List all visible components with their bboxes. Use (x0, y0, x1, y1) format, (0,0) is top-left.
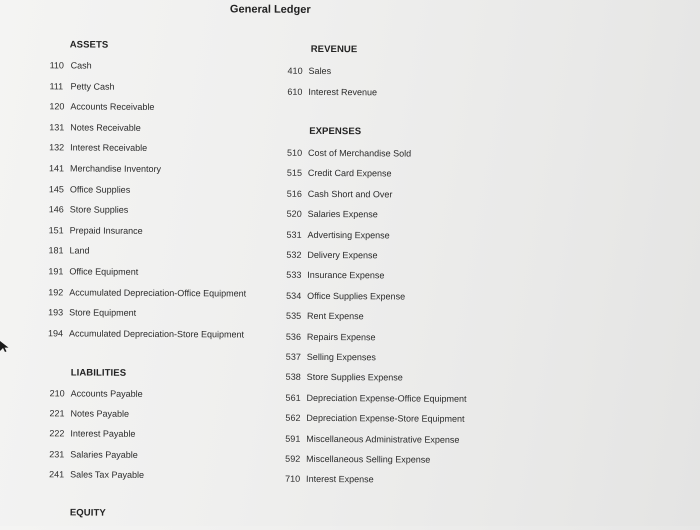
account-name: Interest Payable (70, 428, 136, 440)
account-number: 535 (286, 310, 302, 322)
account-name: Office Supplies Expense (307, 290, 406, 302)
account-name: Store Supplies Expense (306, 372, 403, 383)
account-number: 592 (285, 453, 301, 464)
account-name: Insurance Expense (307, 270, 385, 281)
account-name: Store Equipment (69, 307, 137, 319)
account-row (49, 469, 144, 480)
account-number: 591 (285, 433, 301, 444)
account-name: Accounts Payable (70, 388, 143, 399)
account-row (287, 148, 411, 159)
account-row (288, 66, 332, 76)
equity-heading: EQUITY (69, 507, 106, 519)
account-number: 510 (287, 147, 303, 158)
account-number: 610 (287, 86, 303, 97)
account-number: 145 (48, 183, 64, 194)
account-name: Prepaid Insurance (69, 225, 143, 236)
account-number: 533 (286, 270, 302, 281)
account-number: 221 (49, 408, 65, 419)
account-number: 536 (285, 331, 302, 342)
account-name: Interest Receivable (70, 142, 148, 154)
account-number: 410 (287, 65, 303, 76)
account-row (49, 122, 141, 133)
account-name: Interest Expense (306, 474, 374, 485)
account-row (48, 328, 244, 339)
assets-heading: ASSETS (69, 39, 109, 51)
account-row (285, 433, 459, 444)
account-name: Salaries Payable (70, 449, 138, 460)
account-row (287, 209, 378, 220)
account-name: Interest Revenue (308, 86, 378, 98)
account-row (285, 454, 430, 465)
account-number: 120 (49, 101, 65, 112)
account-name: Accumulated Depreciation-Store Equipment (68, 328, 245, 340)
account-row (49, 408, 129, 418)
account-row (285, 413, 464, 424)
account-name: Land (69, 245, 90, 256)
account-row (49, 184, 130, 194)
account-name: Office Supplies (69, 184, 131, 195)
account-name: Accumulated Depreciation-Office Equipment (69, 287, 247, 299)
account-name: Office Equipment (69, 266, 139, 277)
account-row (286, 393, 467, 404)
account-number: 561 (285, 392, 301, 403)
account-name: Cash (70, 60, 92, 71)
account-number: 132 (49, 142, 65, 153)
expenses-heading: EXPENSES (309, 125, 362, 138)
account-row (50, 388, 143, 399)
page-title: General Ledger (229, 3, 311, 16)
account-number: 110 (49, 60, 64, 71)
mouse-pointer-icon (0, 341, 10, 353)
account-name: Miscellaneous Administrative Expense (306, 433, 460, 445)
account-number: 194 (47, 328, 64, 339)
account-row (285, 474, 374, 485)
account-row (286, 270, 384, 281)
account-number: 192 (48, 286, 64, 297)
account-number: 538 (285, 372, 301, 383)
account-number: 146 (48, 204, 64, 215)
account-name: Depreciation Expense-Office Equipment (306, 392, 467, 404)
account-name: Merchandise Inventory (69, 163, 162, 174)
account-name: Accounts Receivable (70, 101, 155, 113)
account-name: Repairs Expense (306, 331, 376, 342)
liabilities-heading: LIABILITIES (70, 367, 127, 379)
account-name: Sales (308, 65, 332, 77)
account-row (49, 101, 154, 112)
account-row (50, 60, 92, 70)
account-name: Cash Short and Over (307, 188, 393, 200)
account-number: 193 (48, 307, 64, 318)
account-number: 710 (285, 474, 301, 485)
account-row (287, 229, 390, 240)
account-number: 534 (286, 290, 302, 301)
account-number: 210 (49, 388, 65, 399)
account-number: 151 (48, 225, 64, 236)
account-row (286, 311, 364, 321)
account-number: 515 (286, 168, 303, 179)
account-name: Depreciation Expense-Store Equipment (306, 413, 465, 425)
account-row (287, 189, 393, 200)
account-number: 191 (48, 266, 64, 277)
account-row (287, 87, 377, 98)
account-row (287, 168, 392, 179)
account-number: 222 (49, 428, 65, 439)
account-number: 241 (49, 469, 65, 480)
account-name: Credit Card Expense (307, 168, 392, 179)
account-number: 141 (48, 163, 65, 174)
account-number: 537 (285, 351, 301, 362)
account-name: Store Supplies (69, 204, 129, 215)
account-row (49, 81, 114, 91)
account-name: Delivery Expense (307, 249, 378, 261)
account-row (49, 204, 129, 214)
account-number: 111 (49, 80, 64, 91)
account-row (48, 246, 89, 256)
account-row (48, 287, 246, 298)
account-number: 562 (285, 412, 301, 424)
account-name: Cost of Merchandise Sold (308, 147, 412, 159)
account-name: Notes Payable (70, 408, 130, 419)
account-row (48, 266, 138, 277)
account-number: 231 (49, 448, 65, 459)
account-name: Selling Expenses (306, 351, 376, 363)
account-row (48, 307, 136, 318)
account-name: Rent Expense (307, 311, 364, 322)
account-row (286, 331, 376, 342)
account-row (286, 250, 377, 261)
account-name: Sales Tax Payable (70, 469, 145, 480)
revenue-heading: REVENUE (310, 43, 358, 56)
account-number: 532 (286, 249, 302, 260)
account-name: Salaries Expense (307, 209, 378, 220)
account-name: Notes Receivable (70, 122, 141, 133)
account-name: Petty Cash (70, 81, 115, 92)
account-number: 531 (286, 229, 302, 240)
account-row (49, 429, 135, 440)
account-name: Advertising Expense (307, 229, 390, 240)
account-number: 131 (49, 122, 65, 133)
account-row (49, 225, 143, 236)
account-row (49, 449, 138, 460)
account-row (49, 163, 161, 174)
account-name: Miscellaneous Selling Expense (306, 453, 431, 465)
account-row (286, 291, 405, 302)
account-number: 516 (286, 188, 302, 199)
account-row (49, 143, 147, 154)
account-row (286, 352, 376, 363)
account-row (286, 372, 403, 383)
account-number: 520 (286, 208, 302, 220)
account-number: 181 (48, 245, 64, 256)
